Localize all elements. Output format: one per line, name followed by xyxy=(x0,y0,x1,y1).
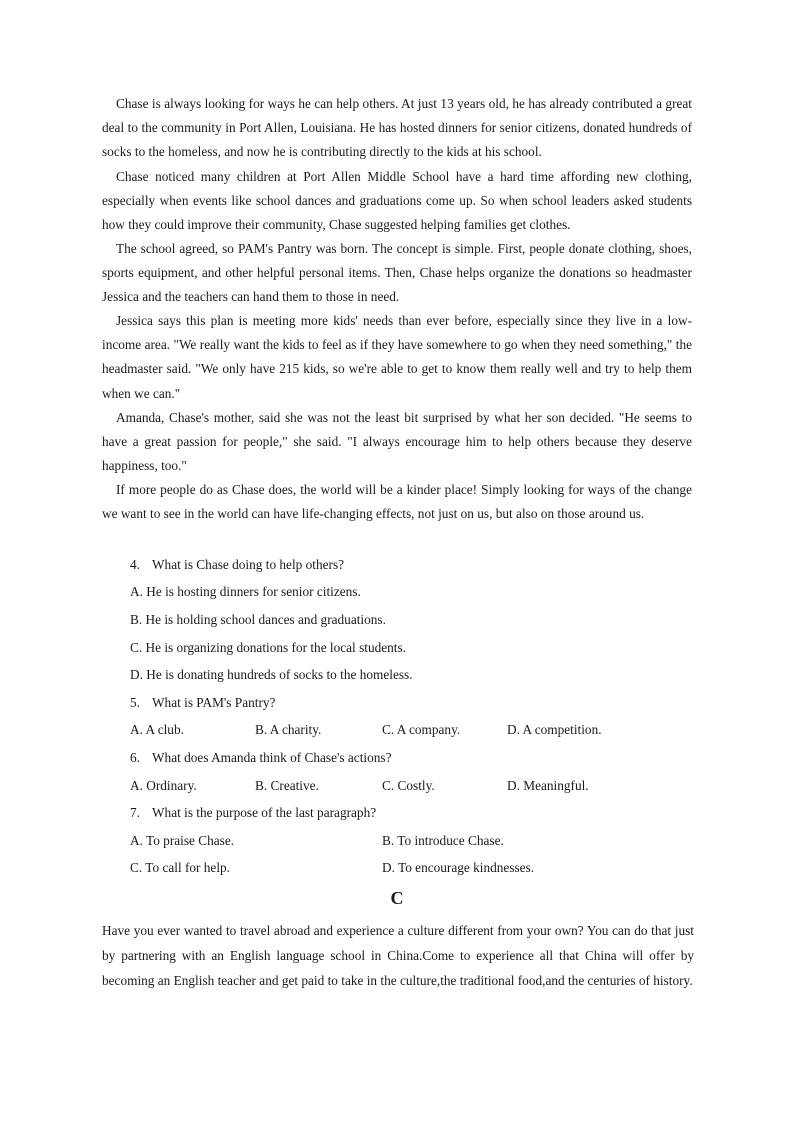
question-4-option-c: C. He is organizing donations for the local students. xyxy=(130,640,406,655)
passage-paragraph-5: Amanda, Chase's mother, said she was not the least bit surprised by what her son decided. "He seems to have a great passion for people," she said. "I always encourage him to help others because they deserve happiness, too." xyxy=(102,410,692,474)
question-text: What is the purpose of the last paragraph? xyxy=(152,805,377,820)
question-5-option-a: A. A club. xyxy=(130,722,184,737)
question-4-option-b: B. He is holding school dances and graduations. xyxy=(130,612,386,627)
passage-paragraph-2: Chase noticed many children at Port Allen Middle School have a hard time affording new clothing, especially when events like school dances and graduations come up. So when school leaders asked students how they could improve their community, Chase suggested helping families get clothes. xyxy=(102,169,692,233)
question-6-option-b: B. Creative. xyxy=(255,778,319,793)
question-6 xyxy=(130,748,391,768)
question-7-option-c: C. To call for help. xyxy=(130,860,231,875)
question-6-option-d: D. Meaningful. xyxy=(507,778,589,793)
question-text: What is PAM's Pantry? xyxy=(152,695,276,710)
passage-paragraph-3: The school agreed, so PAM's Pantry was born. The concept is simple. First, people donate clothing, shoes, sports equipment, and other helpful personal items. Then, Chase helps organize the donations so headmaster Jessica and the teachers can hand them to those in need. xyxy=(102,241,692,305)
question-4 xyxy=(130,555,344,575)
question-number: 4. xyxy=(130,557,140,572)
question-number: 5. xyxy=(130,695,140,710)
question-text: What is Chase doing to help others? xyxy=(152,557,345,572)
question-7-option-d: D. To encourage kindnesses. xyxy=(382,860,535,875)
question-6-option-a: A. Ordinary. xyxy=(130,778,197,793)
question-5-option-b: B. A charity. xyxy=(255,722,322,737)
question-5-option-d: D. A competition. xyxy=(507,722,602,737)
question-4-option-d: D. He is donating hundreds of socks to the homeless. xyxy=(130,667,413,682)
section-c-paragraph: Have you ever wanted to travel abroad and experience a culture different from your own? You can do that just by partnering with an English language school in China.Come to experience all that China will offer by becoming an English teacher and get paid to take in the culture,the traditional food,and the centuries of history. xyxy=(102,923,694,988)
question-5 xyxy=(130,693,275,713)
question-5-option-c: C. A company. xyxy=(382,722,461,737)
question-7-option-a: A. To praise Chase. xyxy=(130,833,235,848)
question-7 xyxy=(130,803,376,823)
question-number: 7. xyxy=(130,805,140,820)
question-number: 6. xyxy=(130,750,140,765)
passage-paragraph-1: Chase is always looking for ways he can help others. At just 13 years old, he has already contributed a great deal to the community in Port Allen, Louisiana. He has hosted dinners for senior citizens, donated hundreds of socks to the homeless, and now he is contributing directly to the kids at his school. xyxy=(102,96,692,160)
question-7-option-b: B. To introduce Chase. xyxy=(382,833,504,848)
passage-paragraph-6: If more people do as Chase does, the world will be a kinder place! Simply looking for ways of the change we want to see in the world can have life-changing effects, not just on us, but also on those around us. xyxy=(102,482,692,522)
question-6-option-c: C. Costly. xyxy=(382,778,435,793)
section-heading: C xyxy=(390,888,404,908)
passage-paragraph-4: Jessica says this plan is meeting more kids' needs than ever before, especially since they live in a low-income area. "We really want the kids to feel as if they have somewhere to go when they need something," the headmaster said. "We only have 215 kids, so we're able to get to know them really well and try to help them when we can." xyxy=(102,313,692,401)
question-text: What does Amanda think of Chase's actions? xyxy=(152,750,392,765)
question-4-option-a: A. He is hosting dinners for senior citizens. xyxy=(130,584,361,599)
